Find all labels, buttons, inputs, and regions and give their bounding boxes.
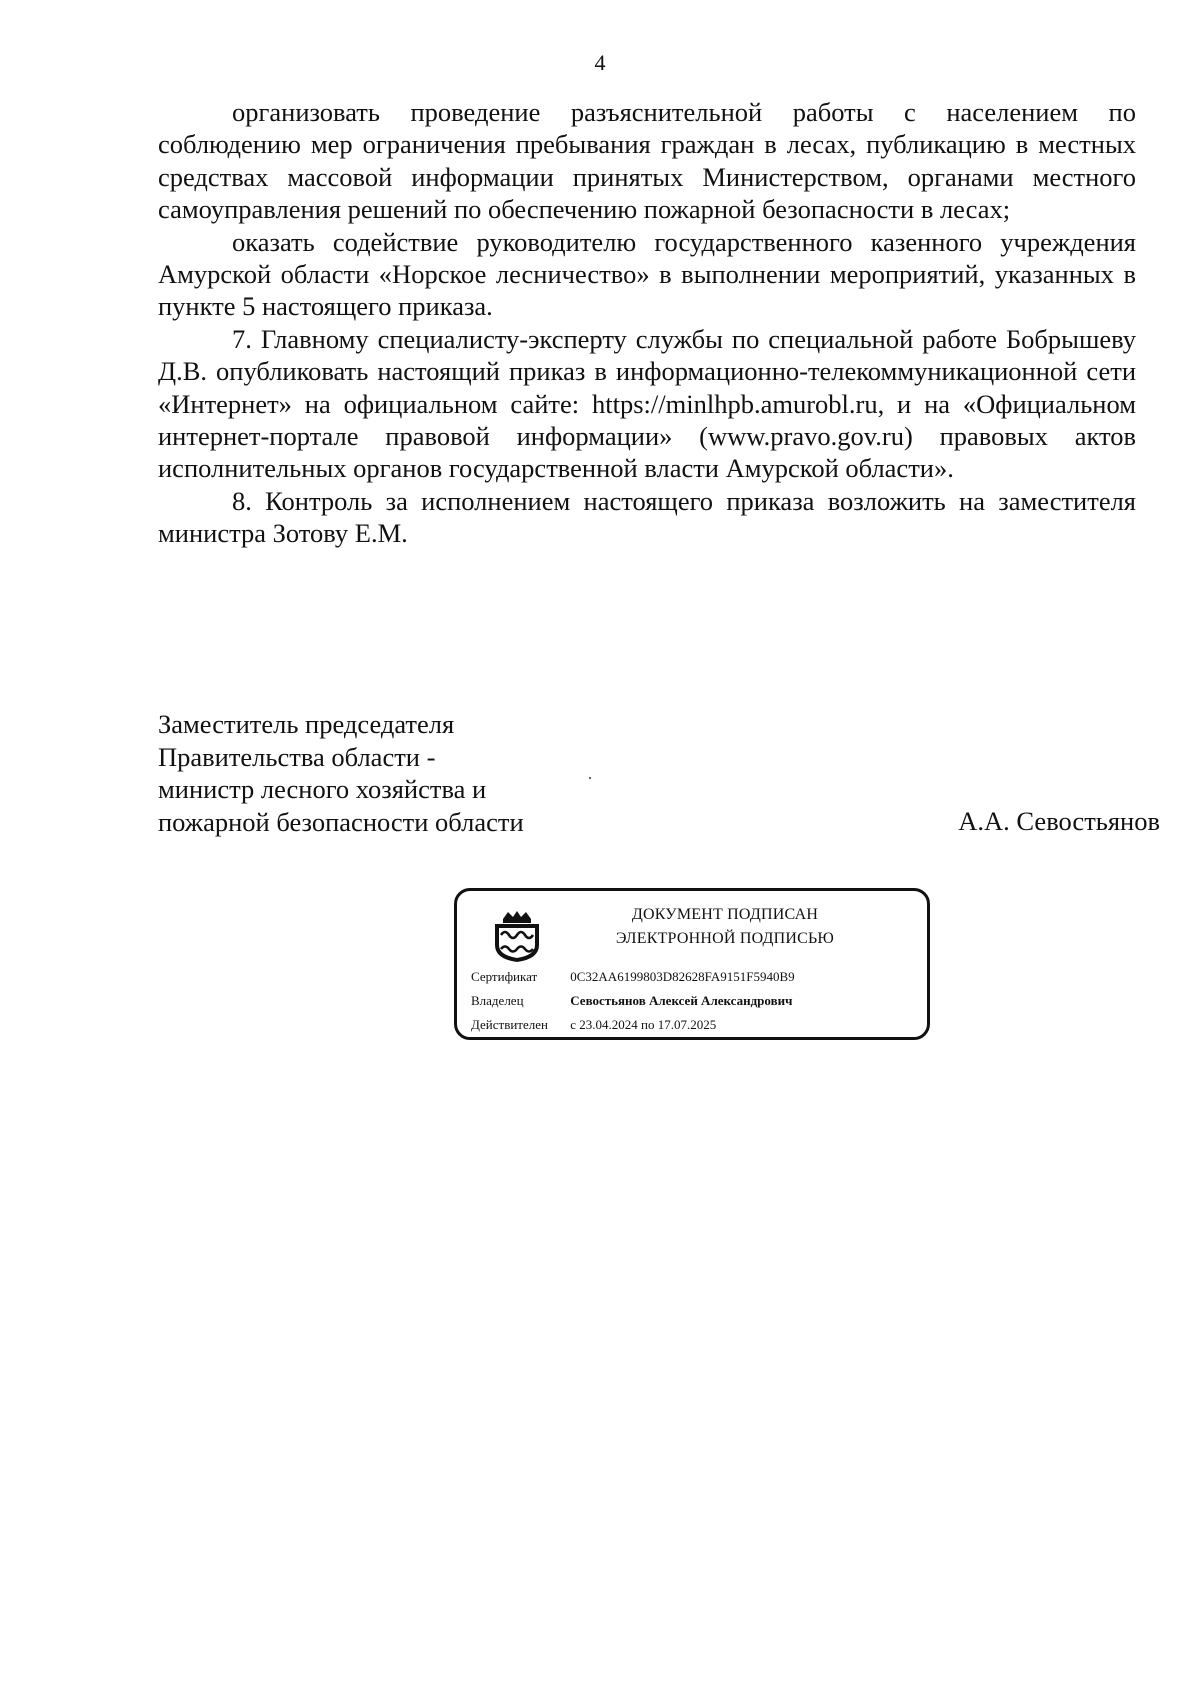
stamp-title	[557, 903, 893, 951]
owner-value: Севостьянов Алексей Александрович	[570, 993, 793, 1008]
stamp-title-line: ЭЛЕКТРОННОЙ ПОДПИСЬЮ	[615, 930, 835, 947]
coat-of-arms-icon	[491, 909, 543, 963]
signer-position-line: пожарной безопасности области	[158, 806, 524, 837]
owner-label: Владелец	[471, 993, 524, 1008]
paragraph-explanatory-work: организовать проведение разъяснительной работы с населением по соблюдению мер ограничения пребывания граждан в лесах, публикацию в местных средствах массовой информации принятых Министерством, органами местного самоуправления решений по обеспечению пожарной безопасности в лесах;	[158, 97, 1136, 225]
stamp-owner-row	[471, 993, 792, 1009]
signer-position-line: Заместитель председателя	[158, 709, 455, 739]
certificate-label: Сертификат	[471, 969, 538, 984]
electronic-signature-stamp	[454, 888, 930, 1040]
paragraph-item-7: 7. Главному специалисту-эксперту службы по специальной работе Бобрышеву Д.В. опубликовать настоящий приказ в информационно-телекоммуникационной сети «Интернет» на официальном сайте: https://minlhpb.amurobl.ru, и на «Официальном интернет-портале правовой информации» (www.pravo.gov.ru) правовых актов исполнительных органов государственной власти Амурской области».	[158, 323, 1136, 484]
signer-position-line: Правительства области -	[158, 741, 436, 772]
document-body	[158, 96, 1136, 550]
certificate-value: 0C32AA6199803D82628FA9151F5940B9	[570, 969, 795, 984]
signer-name: А.А. Севостьянов	[958, 806, 1160, 836]
valid-label: Действителен	[471, 1017, 548, 1032]
paragraph-item-8: 8. Контроль за исполнением настоящего приказа возложить на заместителя министра Зотову Е.М.	[158, 485, 1136, 549]
paragraph-assistance: оказать содействие руководителю государственного казенного учреждения Амурской области «Норское лесничество» в выполнении мероприятий, указанных в пункте 5 настоящего приказа.	[158, 226, 1136, 322]
stamp-title-line: ДОКУМЕНТ ПОДПИСАН	[631, 906, 819, 923]
stamp-validity-row	[471, 1017, 716, 1033]
scan-speck	[589, 777, 591, 779]
signer-position	[158, 708, 718, 838]
signer-position-line: министр лесного хозяйства и	[158, 774, 487, 804]
stamp-certificate-row	[471, 969, 795, 985]
valid-value: с 23.04.2024 по 17.07.2025	[570, 1017, 717, 1032]
page-number: 4	[594, 50, 606, 75]
